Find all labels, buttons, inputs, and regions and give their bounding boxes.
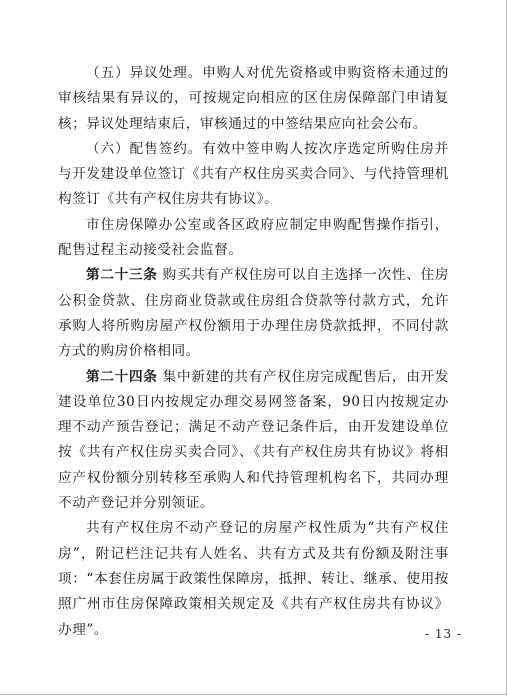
paragraph-objection-handling xyxy=(58,61,449,137)
article-heading: 第二十四条 xyxy=(86,368,158,385)
paragraph-property-registration xyxy=(58,516,449,642)
paragraph-text: 市住房保障办公室或各区政府应制定申购配售操作指引，配售过程主动接受社会监督。 xyxy=(58,216,449,259)
paragraph-text: 共有产权住房不动产登记的房屋产权性质为“共有产权住房”，附记栏注记共有人姓名、共有方式及共有份额及附注事项：“本套住房属于政策性保障房，抵押、转让、继承、使用按照广州市住房保障政策相关规定及《共有产权住房共有协议》办理”。 xyxy=(58,520,449,638)
page-number: - 13 - xyxy=(424,627,462,641)
page-body xyxy=(58,61,449,643)
paragraph-text: （五）异议处理。申购人对优先资格或申购资格未通过的审核结果有异议的，可按规定向相应的区住房保障部门申请复核；异议处理结束后，审核通过的中签结果应向社会公布。 xyxy=(58,65,449,132)
paragraph-text: （六）配售签约。有效中签申购人按次序选定所购住房并与开发建设单位签订《共有产权住房买卖合同》、与代持管理机构签订《共有产权住房共有协议》。 xyxy=(58,140,449,208)
paragraph-operation-guidelines xyxy=(58,213,449,264)
article-text: 购买共有产权住房可以自主选择一次性、住房公积金贷款、住房商业贷款或住房组合贷款等付款方式，允许承购人将所购房屋产权份额用于办理住房贷款抵押，不同付款方式的购房价格相同。 xyxy=(58,267,450,360)
article-text: 集中新建的共有产权住房完成配售后，由开发建设单位30日内按规定办理交易网签备案，90日内按规定办理不动产预告登记；满足不动产登记条件后，由开发建设单位按《共有产权住房买卖合同》、《共有产权住房共有协议》将相应产权份额分别转移至承购人和代持管理机构名下，共同办理不动产登记并分别领证。 xyxy=(58,368,450,512)
paragraph-allocation-signing xyxy=(58,137,449,213)
article-heading: 第二十三条 xyxy=(86,267,158,284)
article-23 xyxy=(58,263,449,364)
article-24 xyxy=(58,365,449,517)
